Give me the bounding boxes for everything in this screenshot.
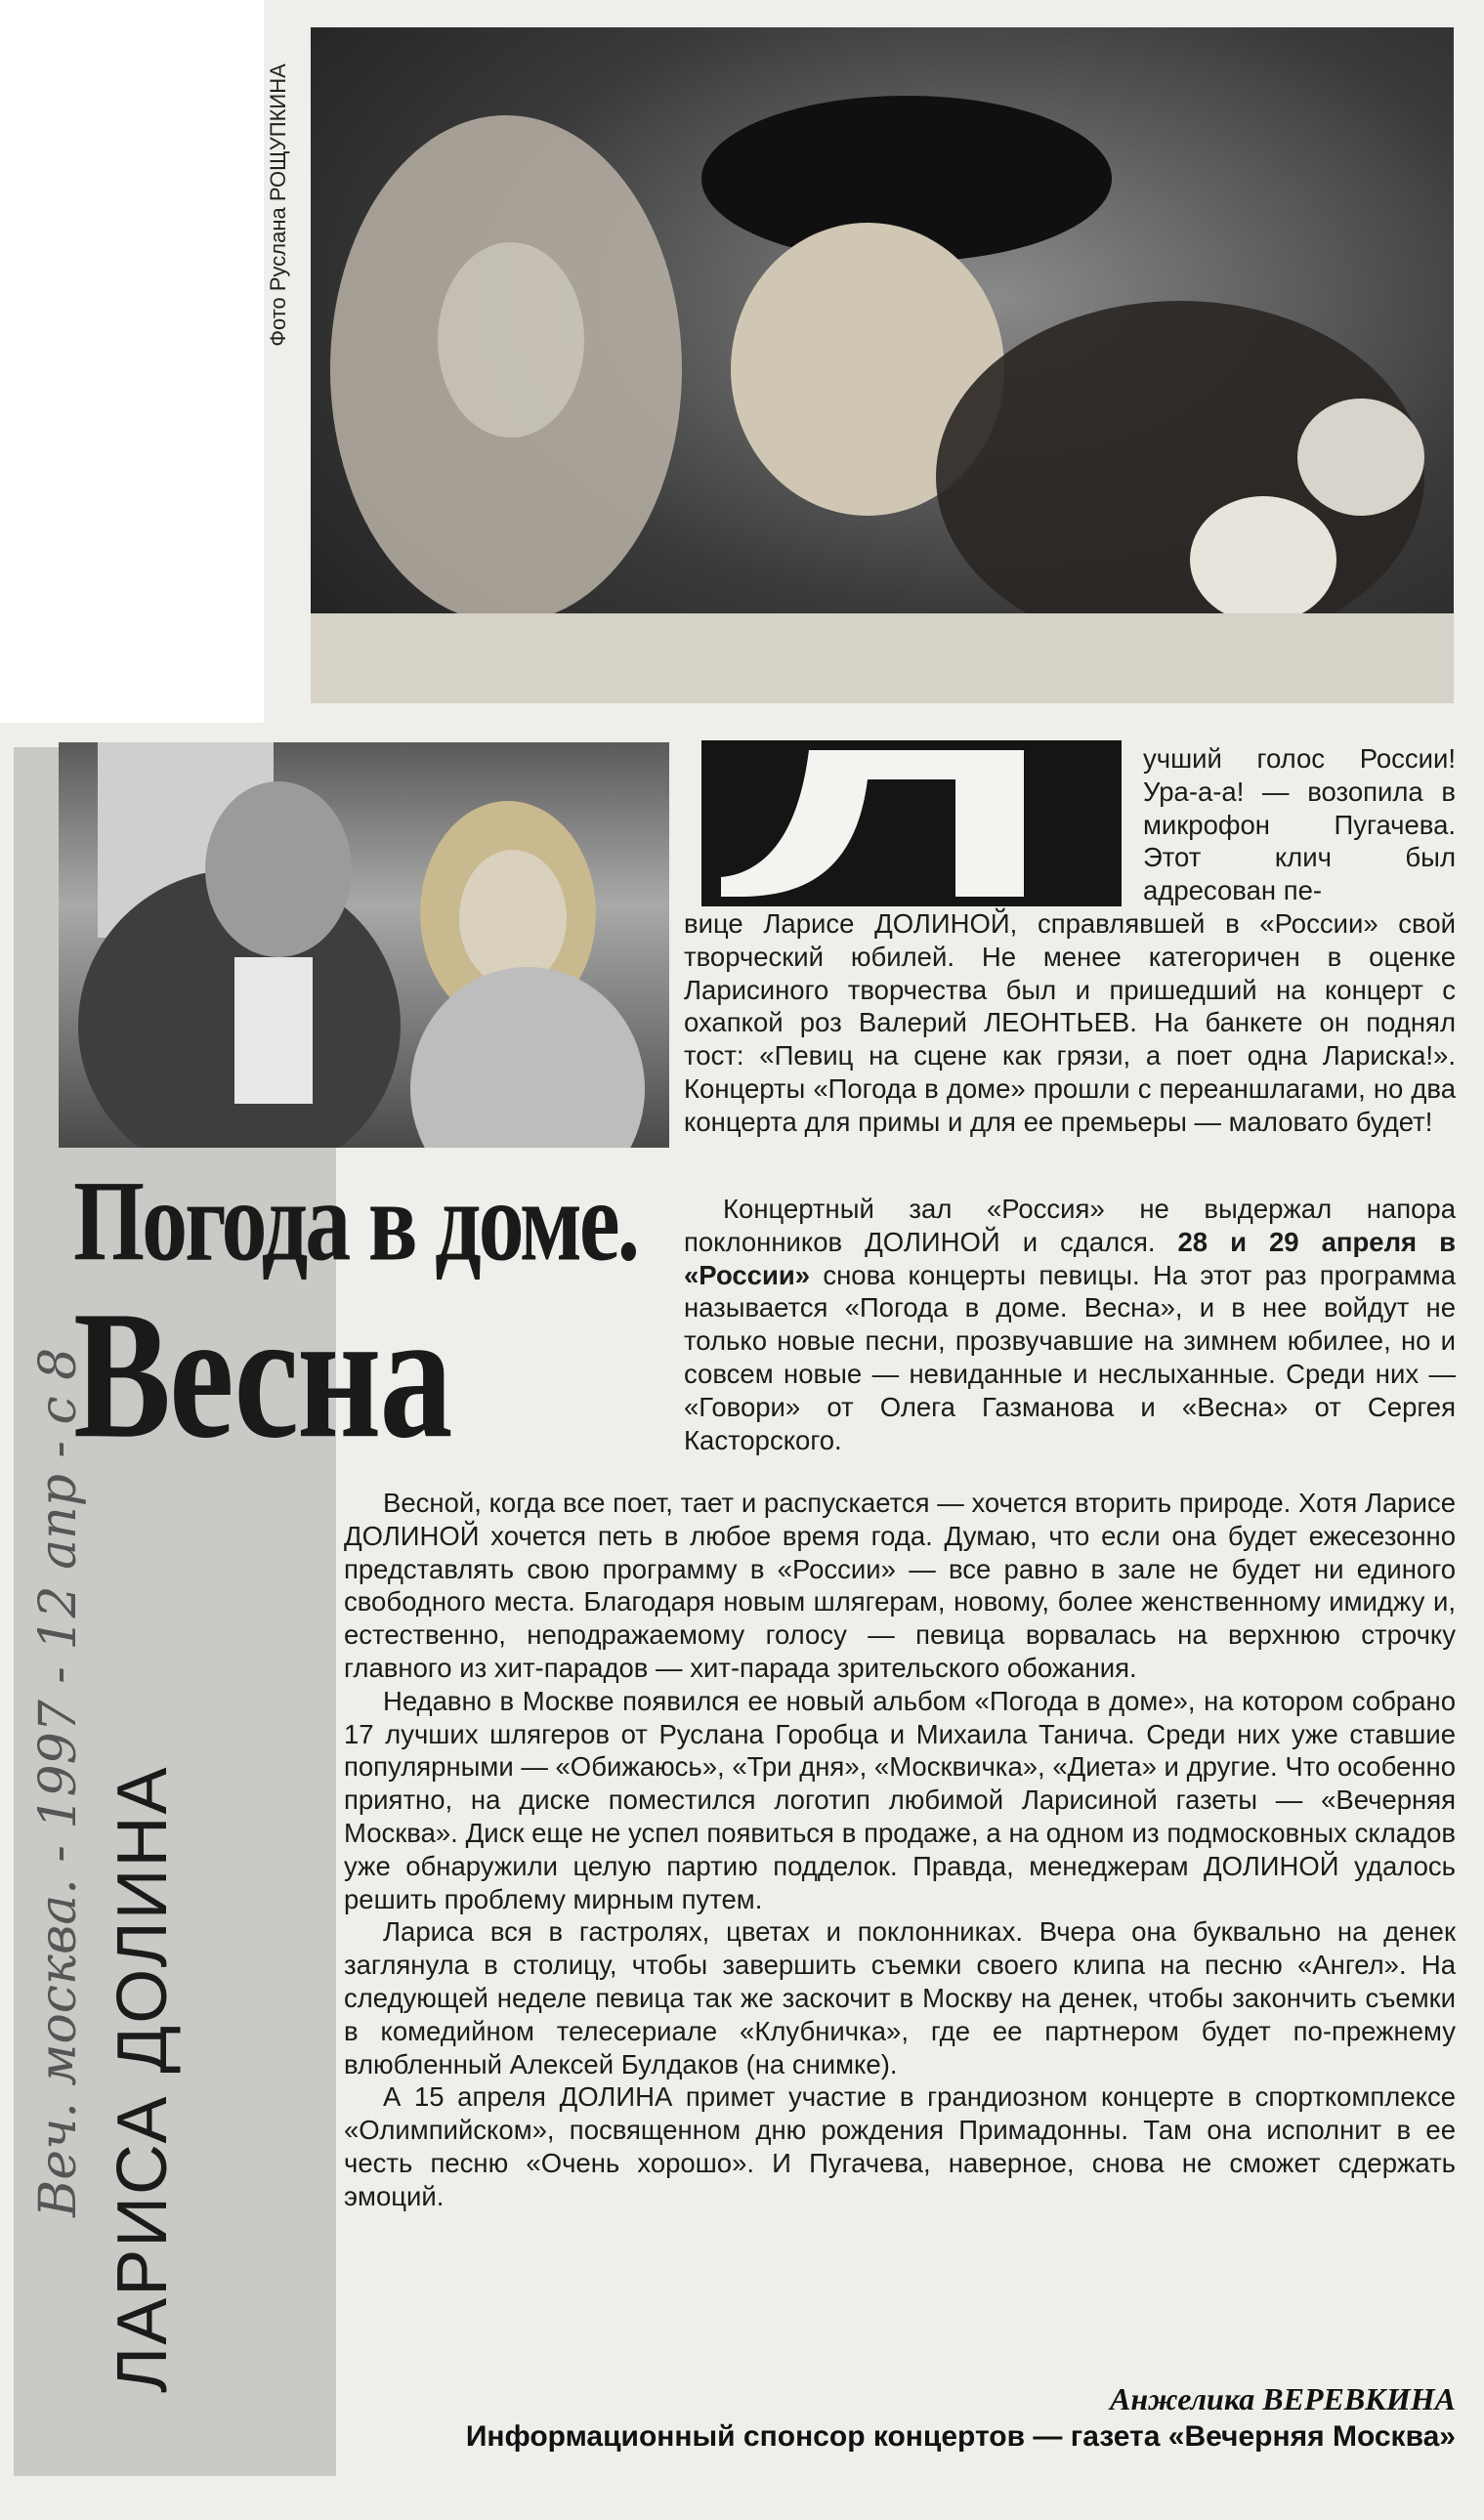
paragraph-concerts-part1: Концертный зал «Россия» не выдержал напора поклонников ДОЛИНОЙ и сдался. <box>684 1194 1456 1257</box>
headline-line-1: Погода в доме. <box>73 1157 638 1285</box>
photo-credit: Фото Руслана РОЩУПКИНА <box>266 63 290 347</box>
paragraph-spring: Весной, когда все поет, тает и распускается — хочется вторить природе. Хотя Ларисе ДОЛИНОЙ хочется петь в любое время года. Думаю, что если она будет ежесезонно представлять свою программу в «России» — все равно в зале не будет ни единого свободного места. Благодаря новым шлягерам, новому, более женственному имиджу и, естественно, неподражаемому голосу — певица ворвалась на верхнюю строчку главного из хит-парадов — хит-парада зрительского обожания. <box>344 1488 1456 1683</box>
paragraph-olympic-concert: А 15 апреля ДОЛИНА примет участие в грандиозном концерте в спорткомплексе «Олимпийском», посвященном дню рождения Примадонны. Там она исполнит в ее честь песню «Очень хорошо». И Пугачева, наверное, снова не сможет сдержать эмоций. <box>344 2081 1456 2211</box>
concert-dates: 28 и 29 апреля в «России» <box>684 1226 1457 1290</box>
article-body-wide <box>344 1487 1456 2213</box>
drop-cap-letter-l <box>701 740 1122 906</box>
lead-top-lines: учший голос России! Ура-а-а! — возопила в микрофон Пугачева. Этот клич был адресован пе- <box>1143 743 1456 906</box>
photo-dolina-with-buldakov <box>59 742 669 1148</box>
lead-paragraph: вице Ларисе ДОЛИНОЙ, справлявшей в «России» свой творческий юбилей. Не менее категоричен в оценке Ларисиного творчества был и пришедший на концерт с охапкой роз Валерий ЛЕОНТЬЕВ. На банкете он поднял тост: «Певиц на сцене как грязи, а поет одна Лариска!». Концерты «Погода в доме» прошли с переаншлагами, но два концерта для примы и для ее премьеры — маловато будет! <box>684 908 1456 1137</box>
handwritten-date-note: Веч. москва. - 1997 - 12 апр - с 8 <box>29 1347 88 2217</box>
paragraph-tours: Лариса вся в гастролях, цветах и поклонниках. Вчера она буквально на денек заглянула в столицу, чтобы завершить съемки своего клипа на песню «Ангел». На следующей неделе певица так же заскочит в Москву на денек, чтобы закончить съемки в комедийном телесериале «Клубничка», где ее партнером будет по-прежнему влюбленный Алексей Булдаков (на снимке). <box>344 1916 1456 2079</box>
paragraph-concerts <box>684 1193 1456 1456</box>
sponsor-line: Информационный спонсор концертов — газета «Вечерняя Москва» <box>465 2420 1456 2453</box>
photo-dolina-with-plush-toys <box>311 27 1454 703</box>
paragraph-album: Недавно в Москве появился ее новый альбом «Погода в доме», на котором собрано 17 лучших шлягеров от Руслана Горобца и Михаила Танича. Среди них уже ставшие популярными — «Обижаюсь», «Три дня», «Москвичка», «Диета» и другие. Что особенно приятно, на диске поместился логотип любимой Ларисиной газеты — «Вечерняя Москва». Диск еще не успел появиться в продаже, а на одном из подмосковных складов уже обнаружили целую партию подделок. Правда, менеджерам ДОЛИНОЙ удалось решить проблему мирным путем. <box>344 1685 1456 1914</box>
headline <box>73 1157 679 1477</box>
paragraph-concerts-part2: снова концерты певицы. На этот раз программа называется «Погода в доме. Весна», и в нее войдут не только новые песни, прозвучавшие на зимнем юбилее, но и совсем новые — невиданные и неслыханные. Среди них — «Говори» от Олега Газманова и «Весна» от Сергея Касторского. <box>684 1259 1457 1455</box>
author-signature: Анжелика ВЕРЕВКИНА <box>1110 2381 1456 2416</box>
drop-cap-glyph <box>701 740 1122 906</box>
author-name-vertical: ЛАРИСА ДОЛИНА <box>104 1765 182 2393</box>
headline-line-2: Весна <box>73 1274 451 1477</box>
